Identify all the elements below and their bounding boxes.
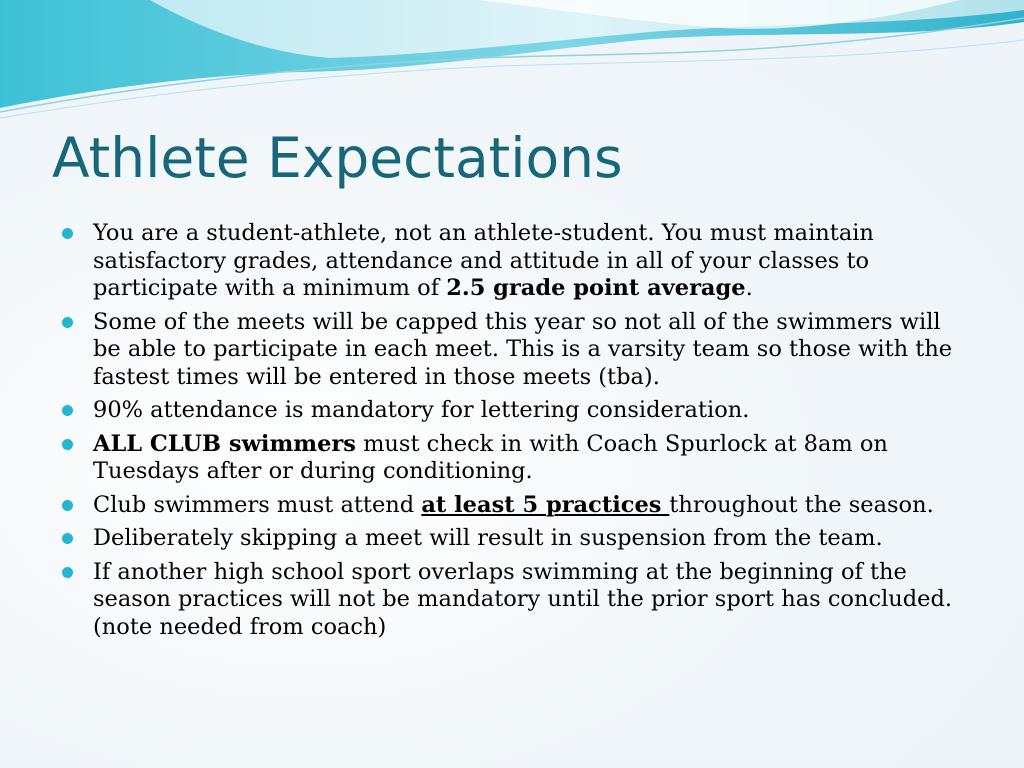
bullet-text: 90% attendance is mandatory for lettering consideration.	[93, 397, 750, 423]
bullet-item-club-check-in	[62, 431, 972, 486]
bullet-bold-text: ALL CLUB swimmers	[93, 430, 356, 457]
bullet-text: Club swimmers must attend	[93, 491, 422, 518]
bullet-icon	[62, 500, 73, 511]
bullet-icon	[62, 533, 73, 544]
bullet-text: You are a student-athlete, not an athlete-student. You must maintain satisfactory grades, attendance and attitude in all of your classes to participate with a minimum of	[93, 220, 874, 301]
bullet-text: throughout the season.	[669, 491, 934, 518]
bullet-icon	[62, 439, 73, 450]
bullet-item-capped-meets	[62, 309, 972, 392]
bullet-text: Deliberately skipping a meet will result in suspension from the team.	[93, 525, 883, 551]
bullet-text: .	[745, 275, 753, 301]
bullet-icon	[62, 317, 73, 328]
bullet-icon	[62, 567, 73, 578]
bullet-bold-text: 2.5 grade point average	[446, 275, 746, 301]
bullet-item-attendance	[62, 397, 972, 425]
bullet-item-grades	[62, 220, 972, 303]
bullet-text: must check in with Coach Spurlock at 8am on Tuesdays after or during conditioning.	[93, 430, 888, 484]
slide-title: Athlete Expectations	[52, 126, 623, 190]
bullet-item-other-sport	[62, 559, 972, 642]
bullet-text: Some of the meets will be capped this year so not all of the swimmers will be able to participate in each meet. This is a varsity team so those with the fastest times will be entered in those meets (tba).	[93, 308, 953, 390]
bullet-icon	[62, 228, 73, 239]
bullet-item-skipping-meet	[62, 525, 972, 553]
bullet-list	[62, 220, 972, 647]
bullet-icon	[62, 405, 73, 416]
bullet-item-club-practices	[62, 492, 972, 520]
decorative-wave-header	[0, 0, 1024, 130]
bullet-bold-underline-text: at least 5 practices	[421, 491, 670, 518]
bullet-text: If another high school sport overlaps swimming at the beginning of the season practices will not be mandatory until the prior sport has concluded. (note needed from coach)	[93, 558, 953, 640]
